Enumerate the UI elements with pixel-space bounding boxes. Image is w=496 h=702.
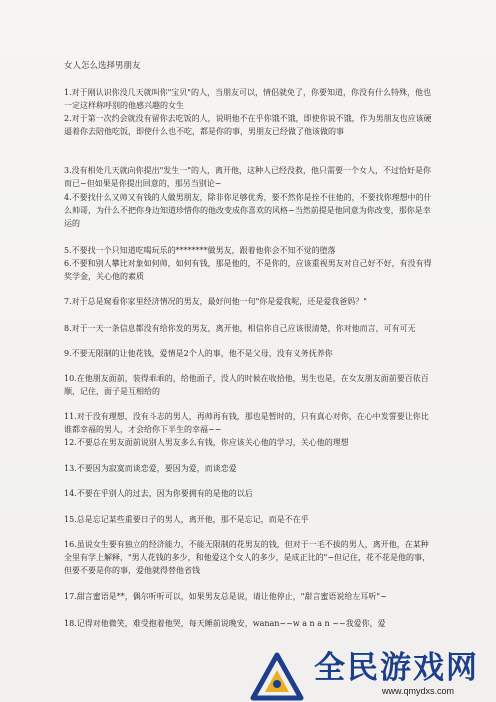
tip-1: 1.对于刚认识你没几天就叫你"宝贝"的人，当朋友可以，情侣就免了，你要知道，你没有什么特殊，他也一定这样称呼别的他感兴趣的女生 [64, 88, 431, 110]
tip-8: 8.对于一天一条信息都没有给你发的男友，离开他，相信你自己应该很清楚，你对他而言，可有可无 [64, 324, 416, 333]
tip-16: 16.虽说女生要有独立的经济能力，不能无限制的花男友的钱，但对于一毛不拔的男人，离开他，在某种全里有学上解释，"男人花钱的多少，和他爱这个女人的多少，是成正比的"~但记住，花不花是他的事，但要不要是你的事，爱他就得替他省钱 [64, 540, 431, 575]
watermark-brand: 全民游戏网 [314, 650, 479, 686]
watermark-logo-icon [250, 652, 304, 702]
tip-9: 9.不要无限制的让他花钱，爱情是2个人的事，他不是父母，没有义务抚养你 [64, 349, 333, 358]
tip-17: 17.甜言蜜语是**，偶尔听听可以，如果男友总是说，请让他停止，"甜言蜜语说给左耳听"~ [64, 592, 387, 601]
tip-18: 18.记得对他微笑，难受抱着他哭，每天睡前说晚安，wanan~~w a n a n ~~我爱你，爱 [64, 619, 386, 628]
tip-12: 12.不要总在男友面前说别人男友多么有钱，你应该关心他的学习，关心他的理想 [64, 438, 349, 447]
site-watermark [240, 648, 496, 702]
tip-5: 5.不要找一个只知道吃喝玩乐的********做男友，跟着他你会不知不觉的堕落 [64, 246, 336, 255]
watermark-url: www.qmydxs.com [382, 686, 455, 696]
tip-14: 14.不要在乎别人的过去，因为你要拥有的是他的以后 [64, 489, 253, 498]
tip-11: 11.对于没有理想，没有斗志的男人，再帅再有钱，那也是暂时的，只有真心对你，在心中发誓要让你比谁都幸福的男人，才会给你下半生的幸福~~ [64, 412, 429, 434]
document-title: 女人怎么选择男朋友 [64, 61, 141, 71]
tip-3: 3.没有相处几天就向你提出"发生一"的人，离开他，这种人已经没救，他只需要一个女人，不过恰好是你而已~但如果是你提出回意的，那另当别论~ [64, 166, 431, 188]
tip-7: 7.对于总是窥看你家里经济情况的男友，最好问他一句"你是爱我呢，还是爱我爸妈？" [64, 297, 367, 306]
tip-13: 13.不要因为寂寞而谈恋爱，要因为爱，而谈恋爱 [64, 464, 237, 473]
tip-10: 10.在他朋友面前，装得乖乖的，给他面子，没人的时候在收拾他，男生也是，在女友朋友面前要百依百顺，记住，面子是互相给的 [64, 374, 429, 396]
tip-4: 4.不要找什么又帅又有钱的人做男朋友，除非你足够优秀，要不然你是拴不住他的，不要找你理想中的什么帅哥，为什么不把你身边知道珍惜你的他改变成你喜欢的风格~当然前提是他同意为你改变，那你是幸运的 [64, 193, 432, 228]
tip-15: 15.总是忘记某些重要日子的男人，离开他，那不是忘记，而是不在乎 [64, 515, 309, 524]
tip-2: 2.对于第一次约会就没有留你去吃饭的人，说明他不在乎你饿不饿，即使你说不饿，作为男朋友也应该硬逼着你去陪他吃饭，即使什么也不吃，都是你的事，男朋友已经做了他该做的事 [64, 114, 432, 136]
tip-6: 6.不要和别人攀比对象如何帅，如何有钱，那是他的，不是你的，应该重视男友对自己好不好，有没有得奖学金，关心他的素质 [64, 259, 432, 281]
